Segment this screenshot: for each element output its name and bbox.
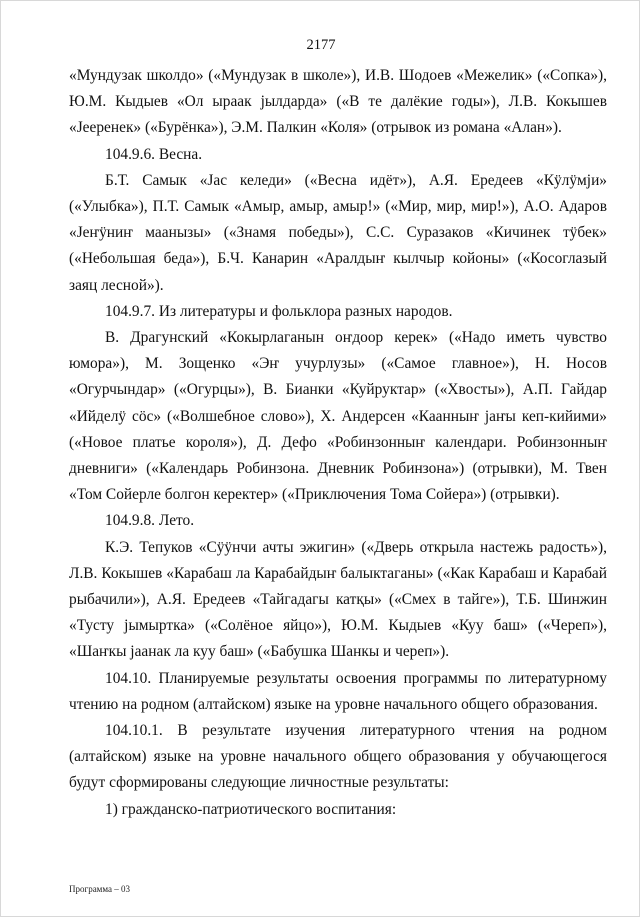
section-heading: 104.9.8. Лето. <box>105 512 195 530</box>
paragraph: «Мундузак школдо» («Мундузак в школе»), И.В. Шодоев «Межелик» («Сопка»), Ю.М. Кыдыев «Ол ыраак јылдарда» («В те далёкие годы»), Л.В. Кокышев «Јееренек» («Бурёнка»), Э.М. Палкин «Коля» (отрывок из романа «Алан»). <box>69 67 607 137</box>
paragraph: В. Драгунский «Кокырлаганын оҥдоор керек» («Надо иметь чувство юмора»), М. Зощенко «Эҥ учурлузы» («Самое главное»), Н. Носов «Огурчындар» («Огурцы»), В. Бианки «Куйруктар» («Хвосты»), А.П. Гайдар «Ийделӱ сӧс» («Волшебное слово»), Х. Андерсен «Каанныҥ јаҥы кеп-кийими» («Новое платье короля»), Д. Дефо «Робинзонныҥ календари. Робинзонныҥ дневниги» («Календарь Робинзона. Дневник Робинзона») (отрывки), М. Твен «Том Сойерле болгон керектер» («Приключения Тома Сойера») (отрывки). <box>69 329 607 504</box>
paragraph: Б.Т. Самык «Јас келеди» («Весна идёт»), А.Я. Ередеев «Кӱлӱмји» («Улыбка»), П.Т. Самык «Амыр, амыр, амыр!» («Мир, мир, мир!»), А.О. Адаров «Јеҥӱниҥ маанызы» («Знамя победы»), С.С. Суразаков «Кичинек тӱбек» («Небольшая беда»), Б.Ч. Канарин «Аралдыҥ кылчыр койоны» («Косоглазый заяц лесной»). <box>69 171 607 294</box>
section-heading: 104.9.7. Из литературы и фольклора разных народов. <box>105 302 453 320</box>
page-footer: Программа – 03 <box>69 884 131 894</box>
section-heading: 104.9.6. Весна. <box>105 145 203 163</box>
paragraph: 104.10. Планируемые результаты освоения программы по литературному чтению на родном (алтайском) языке на уровне начального общего образования. <box>69 669 607 713</box>
list-item: 1) гражданско-патриотического воспитания: <box>105 800 397 818</box>
page-body <box>69 63 607 823</box>
paragraph: 104.10.1. В результате изучения литературного чтения на родном (алтайском) языке на уровне начального общего образования у обучающегося будут сформированы следующие личностные результаты: <box>69 722 607 792</box>
paragraph: К.Э. Тепуков «Сӱӱнчи ачты эжигин» («Дверь открыла настежь радость»), Л.В. Кокышев «Карабаш ла Карабайдыҥ балыктаганы» («Как Карабаш и Карабай рыбачили»), А.Я. Ередеев «Тайгадагы катқы» («Смех в тайге»), Т.Б. Шинжин «Тусту јымыртка» («Солёное яйцо»), Ю.М. Кыдыев «Куу баш» («Череп»), «Шаҥкы јаанак ла куу баш» («Бабушка Шанкы и череп»). <box>69 538 607 661</box>
page-number: 2177 <box>306 37 336 53</box>
